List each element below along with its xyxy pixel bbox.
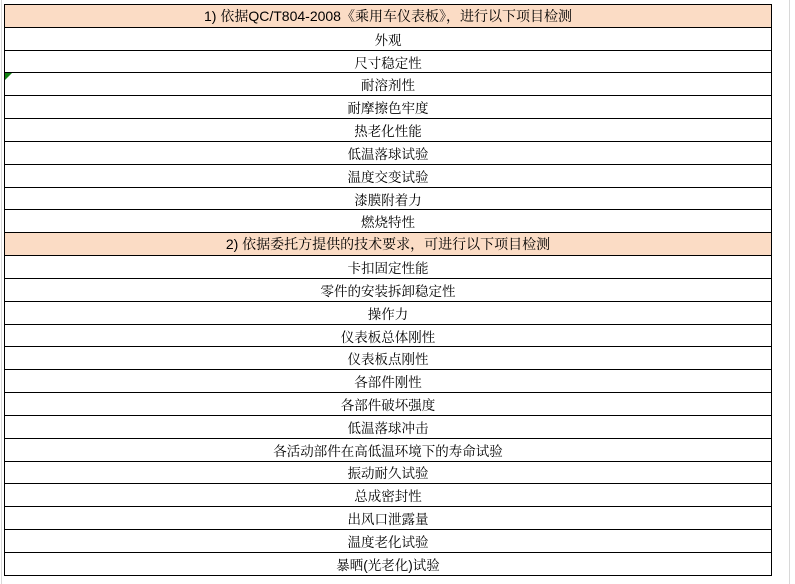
table-cell[interactable]: 温度老化试验 — [5, 530, 772, 553]
table-cell[interactable]: 仪表板点刚性 — [5, 347, 772, 370]
table-row — [5, 552, 772, 575]
table-row — [5, 187, 772, 210]
table-cell[interactable]: 燃烧特性 — [5, 210, 772, 233]
table-row — [5, 530, 772, 553]
table-row — [5, 233, 772, 256]
table-row — [5, 27, 772, 50]
table-cell[interactable]: 低温落球冲击 — [5, 415, 772, 438]
table-cell[interactable]: 卡扣固定性能 — [5, 256, 772, 279]
table-cell[interactable]: 热老化性能 — [5, 119, 772, 142]
table-cell[interactable]: 外观 — [5, 27, 772, 50]
table-row — [5, 73, 772, 96]
table-row — [5, 415, 772, 438]
table-cell[interactable]: 耐摩擦色牢度 — [5, 96, 772, 119]
table-row — [5, 256, 772, 279]
table-cell[interactable]: 暴晒(光老化)试验 — [5, 552, 772, 575]
table-row — [5, 278, 772, 301]
excel-gridline-left — [1, 0, 2, 584]
table-row — [5, 324, 772, 347]
table-cell[interactable]: 各部件破坏强度 — [5, 393, 772, 416]
cell-error-marker-icon — [5, 73, 12, 80]
table-row — [5, 438, 772, 461]
table-row — [5, 119, 772, 142]
table-row — [5, 347, 772, 370]
table-cell[interactable] — [5, 73, 772, 96]
table-cell[interactable]: 出风口泄露量 — [5, 507, 772, 530]
excel-gridline-right — [789, 0, 790, 584]
table-row — [5, 370, 772, 393]
table-row — [5, 5, 772, 28]
table-row — [5, 301, 772, 324]
table-row — [5, 210, 772, 233]
table-cell[interactable]: 温度交变试验 — [5, 164, 772, 187]
table-cell[interactable]: 尺寸稳定性 — [5, 50, 772, 73]
table-row — [5, 484, 772, 507]
table-row — [5, 50, 772, 73]
table-cell[interactable]: 漆膜附着力 — [5, 187, 772, 210]
section-2-header-cell[interactable]: 2) 依据委托方提供的技术要求，可进行以下项目检测 — [5, 233, 772, 256]
test-items-table — [4, 4, 772, 576]
table-cell[interactable]: 各部件刚性 — [5, 370, 772, 393]
table-cell[interactable]: 操作力 — [5, 301, 772, 324]
cell-label: 耐溶剂性 — [361, 78, 415, 94]
table-row — [5, 96, 772, 119]
table-cell[interactable]: 振动耐久试验 — [5, 461, 772, 484]
table-cell[interactable]: 低温落球试验 — [5, 141, 772, 164]
section-1-header-cell[interactable]: 1) 依据QC/T804-2008《乘用车仪表板》，进行以下项目检测 — [5, 5, 772, 28]
table-row — [5, 141, 772, 164]
table-cell[interactable]: 零件的安装拆卸稳定性 — [5, 278, 772, 301]
table-row — [5, 393, 772, 416]
table-cell[interactable]: 各活动部件在高低温环境下的寿命试验 — [5, 438, 772, 461]
table-cell[interactable]: 总成密封性 — [5, 484, 772, 507]
table-row — [5, 461, 772, 484]
table-row — [5, 507, 772, 530]
table-cell[interactable]: 仪表板总体刚性 — [5, 324, 772, 347]
table-row — [5, 164, 772, 187]
